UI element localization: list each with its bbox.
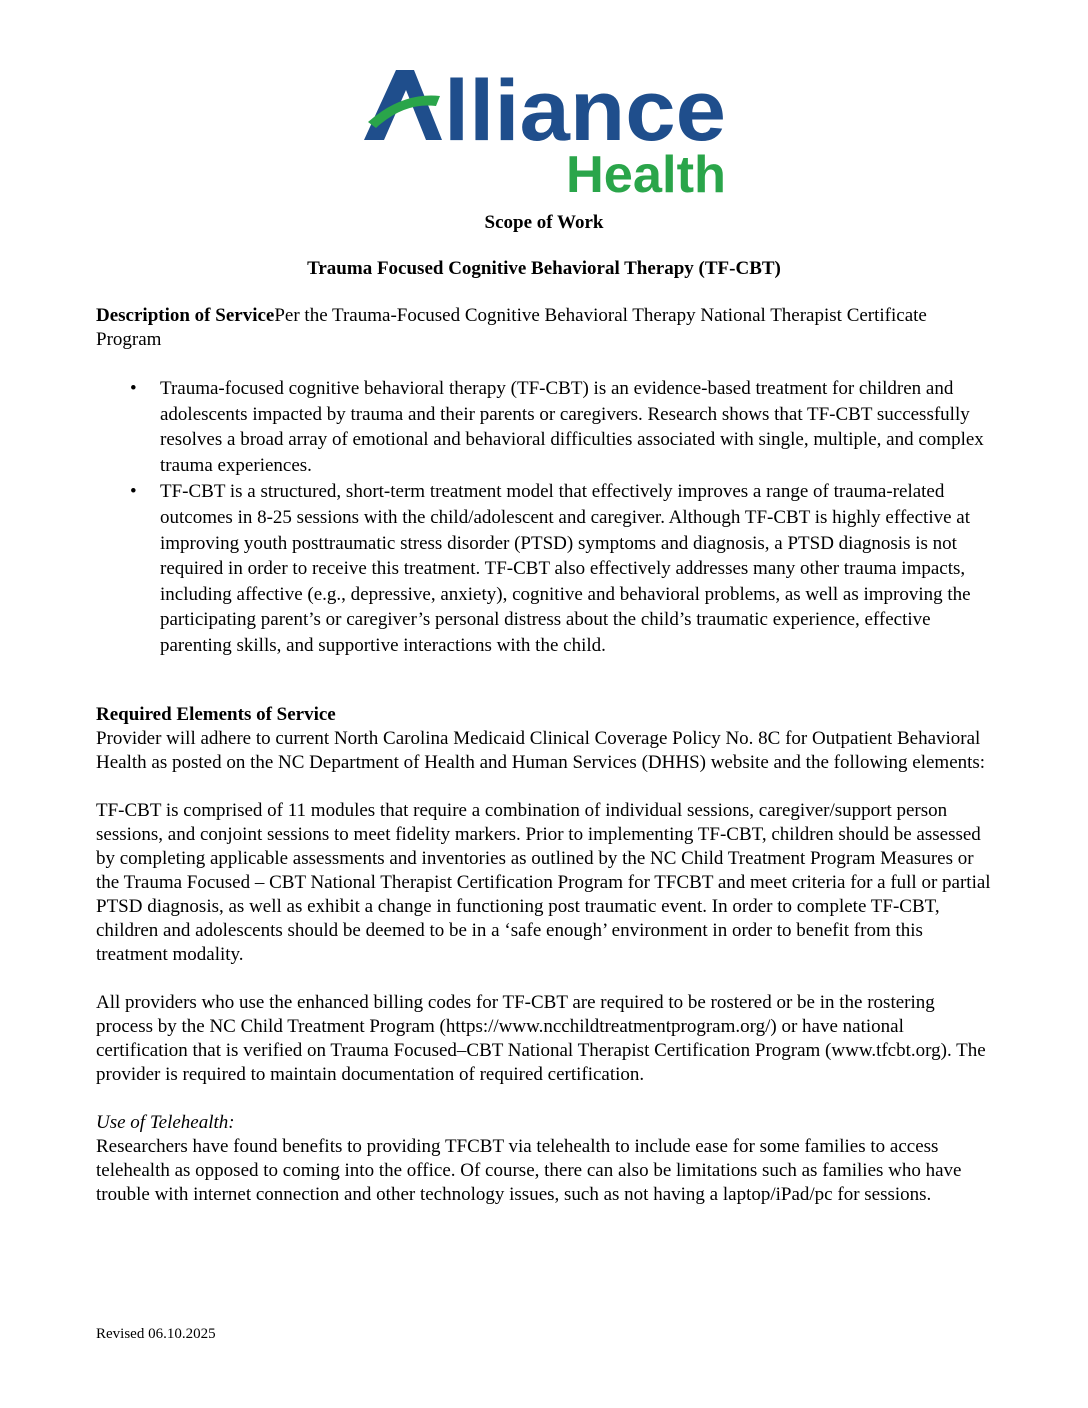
telehealth-heading: Use of Telehealth: — [96, 1111, 235, 1133]
description-text: Per the Trauma-Focused Cognitive Behavioral Therapy National Therapist Certificate Program — [96, 305, 927, 350]
logo-graphic — [362, 62, 728, 196]
bullet-icon: • — [130, 378, 137, 399]
bullet-text: TF-CBT is a structured, short-term treatment model that effectively improves a range of trauma-related outcomes in 8-25 sessions with the child/adolescent and caregiver. Although TF-CBT is highly effective at improving youth posttraumatic stress disorder (PTSD) symptoms and diagnosis, a PTSD diagnosis is not required in order to receive this treatment. TF-CBT also effectively addresses many other trauma impacts, including affective (e.g., depressive, anxiety), cognitive and behavioral problems, as well as improving the participating parent’s or caregiver’s personal distress about the child’s traumatic experience, effective parenting skills, and supportive interactions with the child. — [160, 481, 971, 656]
list-item — [96, 376, 996, 478]
description-paragraph — [96, 304, 996, 352]
bullet-icon: • — [130, 481, 137, 503]
page-subtitle: Trauma Focused Cognitive Behavioral Therapy (TF-CBT) — [307, 258, 781, 279]
alliance-health-logo — [362, 62, 728, 196]
svg-text:Health: Health — [566, 146, 726, 196]
revised-date: Revised 06.10.2025 — [96, 1326, 216, 1342]
list-item — [96, 479, 996, 658]
required-elements-intro: Provider will adhere to current North Carolina Medicaid Clinical Coverage Policy No. 8C for Outpatient Behavioral Health as posted on the NC Department of Health and Human Services (DHHS) website and the following elements: — [96, 727, 986, 773]
telehealth-paragraph: Researchers have found benefits to providing TFCBT via telehealth to include ease for some families to access telehealth as opposed to coming into the office. Of course, there can also be limitations such as families who have trouble with internet connection and other technology issues, such as not having a laptop/iPad/pc for sessions. — [96, 1135, 962, 1205]
description-label: Description of Service — [96, 305, 275, 326]
document-body — [96, 304, 996, 1207]
svg-text:lliance: lliance — [444, 63, 726, 159]
required-elements-paragraph-1: TF-CBT is comprised of 11 modules that require a combination of individual sessions, caregiver/support person sessions, and conjoint sessions to meet fidelity markers. Prior to implementing TF-CBT, children should be assessed by completing applicable assessments and inventories as outlined by the NC Child Treatment Program Measures or the Trauma Focused – CBT National Therapist Certification Program for TFCBT and meet criteria for a full or partial PTSD diagnosis, as well as exhibit a change in functioning post traumatic event. In order to complete TF-CBT, children and adolescents should be deemed to be in a ‘safe enough’ environment in order to benefit from this treatment modality. — [96, 799, 991, 965]
description-bullet-list — [96, 376, 996, 659]
required-elements-heading: Required Elements of Service — [96, 703, 336, 725]
bullet-text: Trauma-focused cognitive behavioral therapy (TF-CBT) is an evidence-based treatment for children and adolescents impacted by trauma and their parents or caregivers. Research shows that TF-CBT successfully resolves a broad array of emotional and behavioral difficulties associated with single, multiple, and complex trauma experiences. — [160, 378, 984, 476]
page-title: Scope of Work — [484, 212, 604, 233]
required-elements-paragraph-2: All providers who use the enhanced billing codes for TF-CBT are required to be rostered or be in the rostering process by the NC Child Treatment Program (https://www.ncchildtreatmentprogram.org/) or have national certification that is verified on Trauma Focused–CBT National Therapist Certification Program (www.tfcbt.org). The provider is required to maintain documentation of required certification. — [96, 991, 986, 1085]
